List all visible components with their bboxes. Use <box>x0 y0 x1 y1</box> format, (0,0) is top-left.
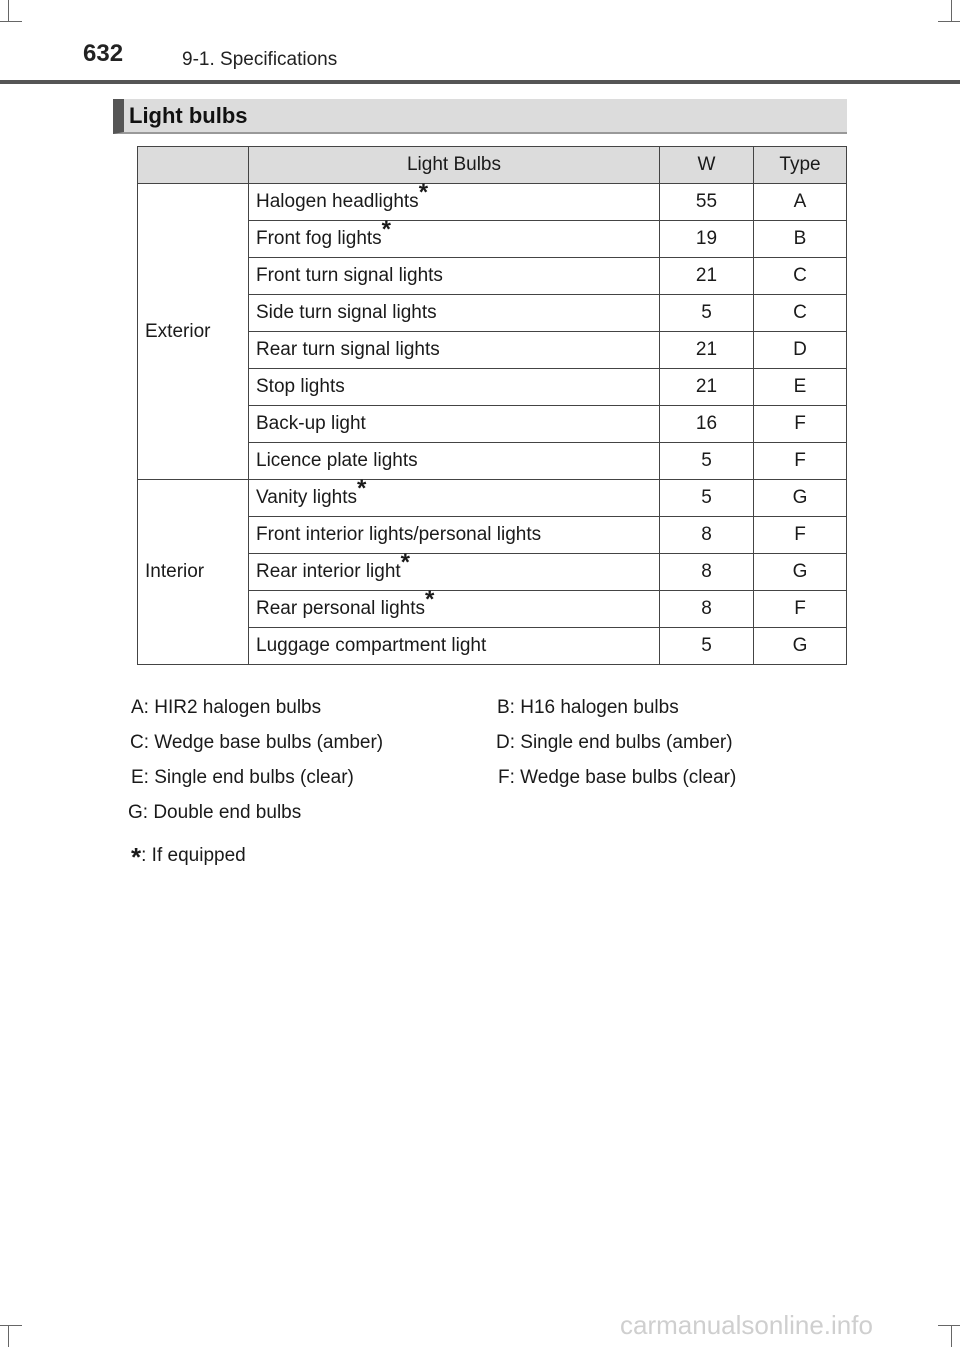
bulb-name: Back-up light <box>249 406 660 443</box>
crop-mark <box>0 21 22 22</box>
footnote <box>131 837 246 872</box>
legend-c: C: Wedge base bulbs (amber) <box>130 732 384 753</box>
bulb-watts: 19 <box>660 221 754 258</box>
bulb-type: C <box>754 295 847 332</box>
bulb-type: E <box>754 369 847 406</box>
bulb-watts: 21 <box>660 258 754 295</box>
legend-g: G: Double end bulbs <box>128 802 302 823</box>
bulb-name: Front turn signal lights <box>249 258 660 295</box>
bulb-type: A <box>754 184 847 221</box>
asterisk-mark: * <box>381 215 392 243</box>
bulb-watts: 8 <box>660 591 754 628</box>
header-rule <box>0 80 960 84</box>
bulb-watts: 5 <box>660 480 754 517</box>
bulb-type: F <box>754 406 847 443</box>
bulb-name: Licence plate lights <box>249 443 660 480</box>
section-label: 9-1. Specifications <box>182 49 338 70</box>
light-bulbs-table <box>137 146 847 665</box>
bulb-type: F <box>754 443 847 480</box>
crop-mark <box>951 1325 952 1347</box>
bulb-watts: 5 <box>660 628 754 665</box>
legend-e: E: Single end bulbs (clear) <box>131 767 354 788</box>
table-row <box>138 480 847 517</box>
bulb-name: Side turn signal lights <box>249 295 660 332</box>
footnote-text: : If equipped <box>141 845 246 866</box>
bulb-type: G <box>754 480 847 517</box>
header-type: Type <box>754 147 847 184</box>
crop-mark <box>8 1325 9 1347</box>
bulb-name: Front interior lights/personal lights <box>249 517 660 554</box>
bulb-watts: 21 <box>660 369 754 406</box>
asterisk-mark: * <box>131 842 142 872</box>
bulb-type: G <box>754 628 847 665</box>
crop-mark <box>8 0 9 22</box>
watermark: carmanualsonline.info <box>620 1310 873 1340</box>
legend-f: F: Wedge base bulbs (clear) <box>498 767 737 788</box>
bulb-watts: 5 <box>660 295 754 332</box>
bulb-watts: 8 <box>660 517 754 554</box>
bulb-type: B <box>754 221 847 258</box>
crop-mark <box>951 0 952 22</box>
bulb-type: C <box>754 258 847 295</box>
bulb-name: Vanity lights* <box>249 480 660 517</box>
bulb-watts: 55 <box>660 184 754 221</box>
bulb-name: Rear turn signal lights <box>249 332 660 369</box>
bulb-watts: 5 <box>660 443 754 480</box>
group-label-exterior: Exterior <box>138 184 249 480</box>
bulb-watts: 8 <box>660 554 754 591</box>
crop-mark <box>0 1325 22 1326</box>
header-light-bulbs: Light Bulbs <box>249 147 660 184</box>
crop-mark <box>938 21 960 22</box>
table-row <box>138 184 847 221</box>
section-title-bar <box>113 99 847 134</box>
legend-d: D: Single end bulbs (amber) <box>496 732 733 753</box>
bulb-name: Rear interior light* <box>249 554 660 591</box>
bulb-name: Luggage compartment light <box>249 628 660 665</box>
legend-b: B: H16 halogen bulbs <box>497 697 679 718</box>
bulb-name: Front fog lights* <box>249 221 660 258</box>
bulb-type: F <box>754 517 847 554</box>
group-label-interior: Interior <box>138 480 249 665</box>
asterisk-mark: * <box>357 474 367 502</box>
bulb-name: Halogen headlights* <box>249 184 660 221</box>
section-title: Light bulbs <box>129 103 248 128</box>
bulb-name: Stop lights <box>249 369 660 406</box>
table-header-row <box>138 147 847 184</box>
bulb-type: F <box>754 591 847 628</box>
header-group <box>138 147 249 184</box>
page-number: 632 <box>83 40 124 67</box>
crop-mark <box>938 1325 960 1326</box>
bulb-watts: 21 <box>660 332 754 369</box>
bulb-type: G <box>754 554 847 591</box>
bulb-watts: 16 <box>660 406 754 443</box>
asterisk-mark: * <box>400 548 411 576</box>
bulb-type: D <box>754 332 847 369</box>
header-w: W <box>660 147 754 184</box>
asterisk-mark: * <box>424 585 435 613</box>
legend-a: A: HIR2 halogen bulbs <box>131 697 322 718</box>
bulb-name: Rear personal lights* <box>249 591 660 628</box>
asterisk-mark: * <box>418 178 429 206</box>
